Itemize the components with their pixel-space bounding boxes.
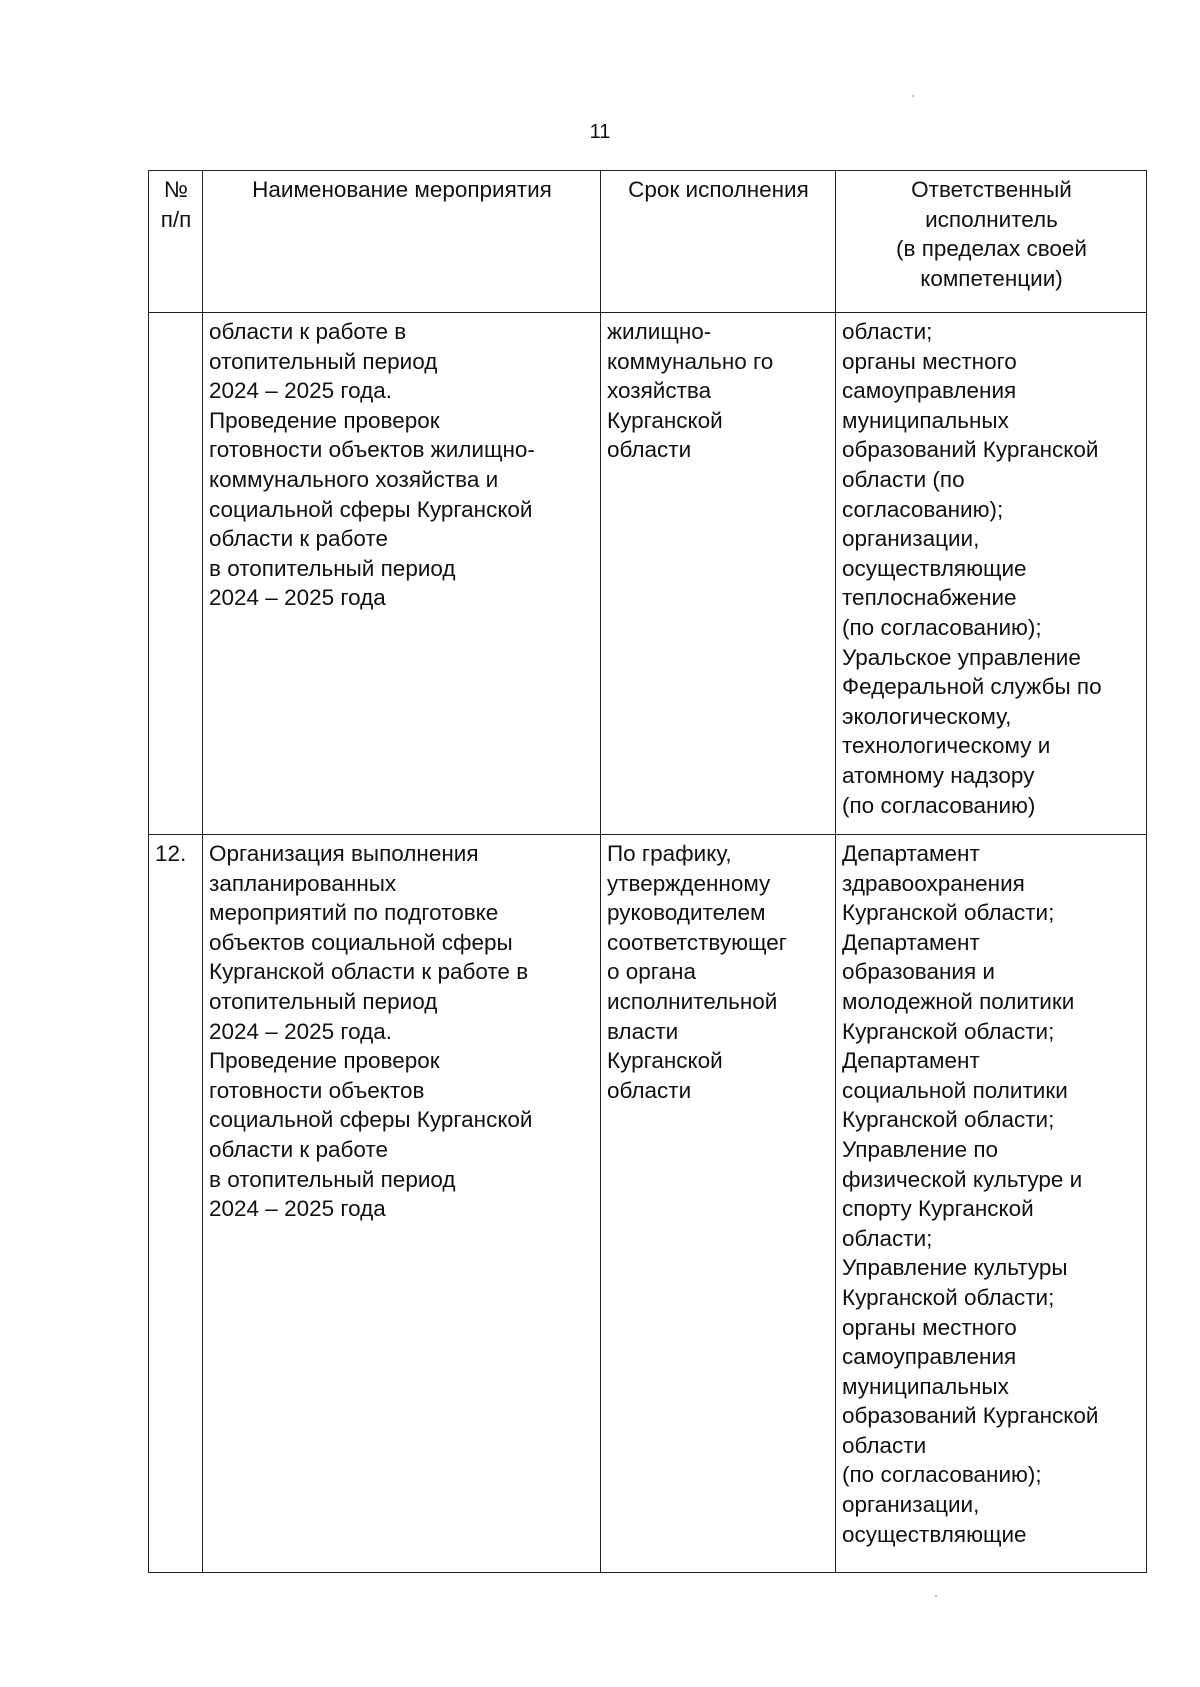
row-deadline: жилищно- коммунально го хозяйства Курганской области bbox=[601, 313, 836, 835]
measures-table bbox=[148, 170, 1147, 1573]
row-num bbox=[149, 313, 203, 835]
header-deadline: Срок исполнения bbox=[601, 171, 836, 313]
header-num: № п/п bbox=[149, 171, 203, 313]
scan-speck bbox=[912, 95, 914, 97]
table-body bbox=[149, 313, 1147, 1573]
table-header bbox=[149, 171, 1147, 313]
row-deadline: По графику, утвержденному руководителем соответствующег о органа исполнительной власти Курганской области bbox=[601, 835, 836, 1573]
table-row bbox=[149, 835, 1147, 1573]
page-number: 11 bbox=[589, 121, 611, 143]
scan-speck bbox=[935, 1595, 937, 1597]
row-name: Организация выполнения запланированных мероприятий по подготовке объектов социальной сферы Курганской области к работе в отопительный период 2024 – 2025 года. Проведение проверок готовности объектов социальной сферы Курганской области к работе в отопительный период 2024 – 2025 года bbox=[203, 835, 601, 1573]
row-name: области к работе в отопительный период 2024 – 2025 года. Проведение проверок готовности объектов жилищно- коммунального хозяйства и социальной сферы Курганской области к работе в отопительный период 2024 – 2025 года bbox=[203, 313, 601, 835]
row-responsible: Департамент здравоохранения Курганской области; Департамент образования и молодежной политики Курганской области; Департамент социальной политики Курганской области; Управление по физической культуре и спорту Курганской области; Управление культуры Курганской области; органы местного самоуправления муниципальных образований Курганской области (по согласованию); организации, осуществляющие bbox=[836, 835, 1147, 1573]
header-name: Наименование мероприятия bbox=[203, 171, 601, 313]
header-row bbox=[149, 171, 1147, 313]
row-responsible: области; органы местного самоуправления муниципальных образований Курганской области (по согласованию); организации, осуществляющие теплоснабжение (по согласованию); Уральское управление Федеральной службы по экологическому, технологическому и атомному надзору (по согласованию) bbox=[836, 313, 1147, 835]
header-responsible: Ответственный исполнитель (в пределах своей компетенции) bbox=[836, 171, 1147, 313]
table-row bbox=[149, 313, 1147, 835]
row-num: 12. bbox=[149, 835, 203, 1573]
